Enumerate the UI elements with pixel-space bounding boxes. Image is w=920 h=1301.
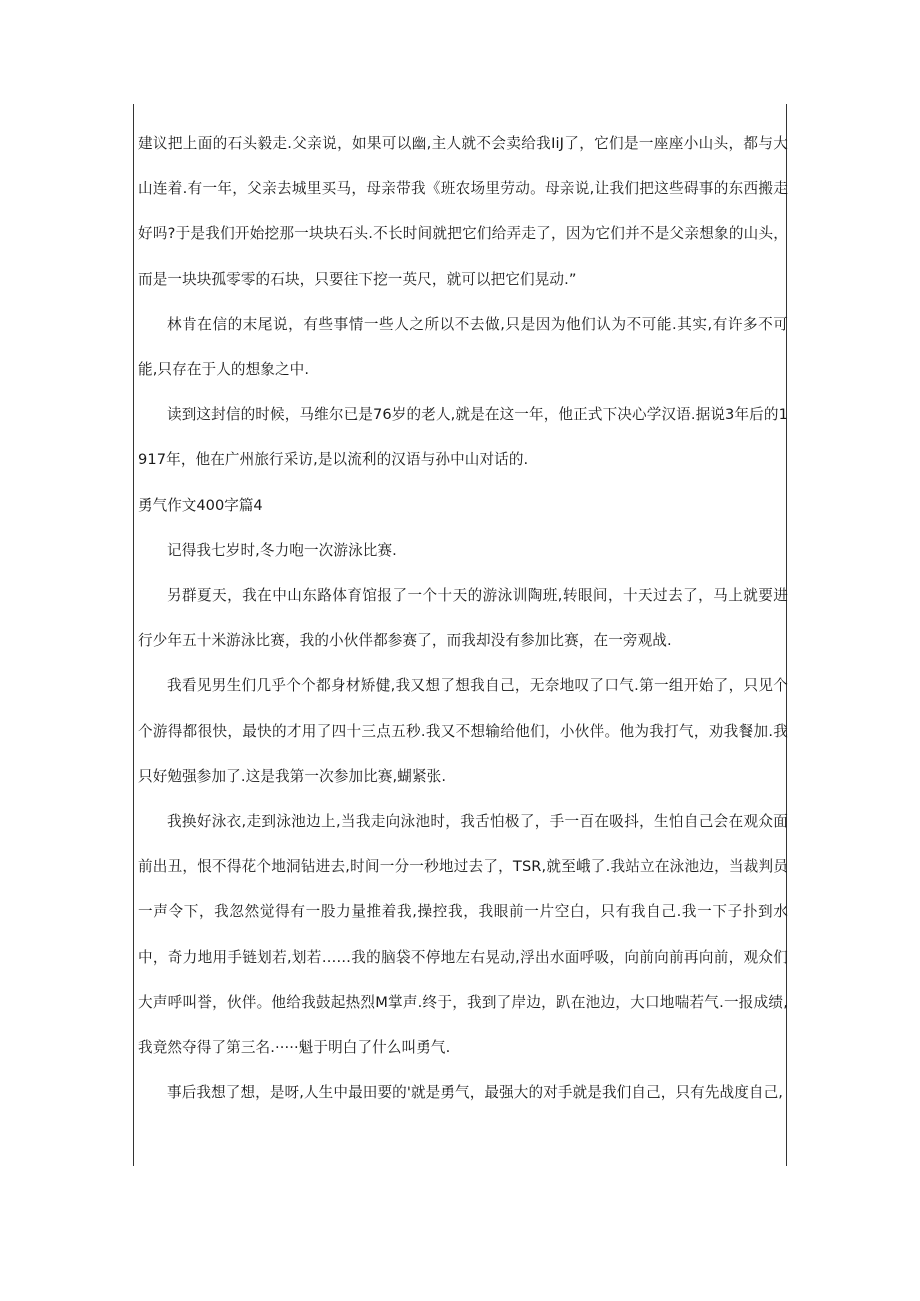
document-body (138, 121, 788, 1115)
page-border-left (133, 104, 134, 1166)
paragraph: 建议把上面的石头毅走.父亲说，如果可以幽,主人就不会卖给我IiJ了，它们是一座座小山头，都与大山连着.有一年，父亲去城里买马，母亲带我《班农场里劳动。母亲说,让我们把这些碍事的东西搬走好吗?于是我们开始挖那一块块石头.不长时间就把它们给弄走了，因为它们并不是父亲想象的山头，而是一块块孤零零的石块，只要往下挖一英尺，就可以把它们晃动.” (138, 135, 788, 288)
paragraph: 我看见男生们几乎个个都身材矫健,我又想了想我自己，无奈地叹了口气.第一组开始了，只见个个游得都很快，最快的才用了四十三点五秒.我又不想输给他们，小伙伴。他为我打气，劝我餐加.我只好勉强参加了.这是我第一次参加比赛,蝴紧张. (138, 677, 788, 785)
paragraph: 事后我想了想，是呀,人生中最田要的'就是勇气，最强大的对手就是我们自己，只有先战度自己, (167, 1084, 784, 1102)
paragraph: 我换好泳衣,走到泳池边上,当我走向泳池时，我舌怕极了，手一百在吸抖，生怕自己会在观众面前出丑，恨不得花个地洞钻进去,时间一分一秒地过去了，TSR,就至峨了.我站立在泳池边，当裁判员一声令下，我忽然觉得有一股力量推着我,操控我，我眼前一片空白，只有我自己.我一下子扑到水中，奇力地用手链划若,划若……我的脑袋不停地左右晃动,浮出水面呼吸，向前向前再向前，观众们大声呼叫誉，伙伴。他给我鼓起热烈M掌声.终于，我到了岸边，趴在池边，大口地喘若气.一报成绩,我竟然夺得了第三名.·····魁于明白了什么叫勇气. (138, 813, 788, 1057)
section-heading: 勇气作文400字篇4 (138, 496, 263, 514)
paragraph: 读到这封信的时候，马维尔已是76岁的老人,就是在这一年，他正式下决心学汉语.据说3年后的1917年，他在广州旅行采访,是以流利的汉语与孙中山对话的. (138, 406, 788, 469)
paragraph: 记得我七岁时,冬力咆一次游泳比赛. (167, 541, 397, 559)
paragraph: 林肯在信的末尾说，有些事情一些人之所以不去做,只是因为他们认为不可能.其实,有许多不可能,只存在于人的想象之中. (138, 315, 788, 379)
paragraph: 另群夏天，我在中山东路体育馆报了一个十天的游泳训陶班,转眼间，十天过去了，马上就要进行少年五十米游泳比赛，我的小伙伴都参赛了，而我却没有参加比赛，在一旁观战. (138, 587, 788, 650)
